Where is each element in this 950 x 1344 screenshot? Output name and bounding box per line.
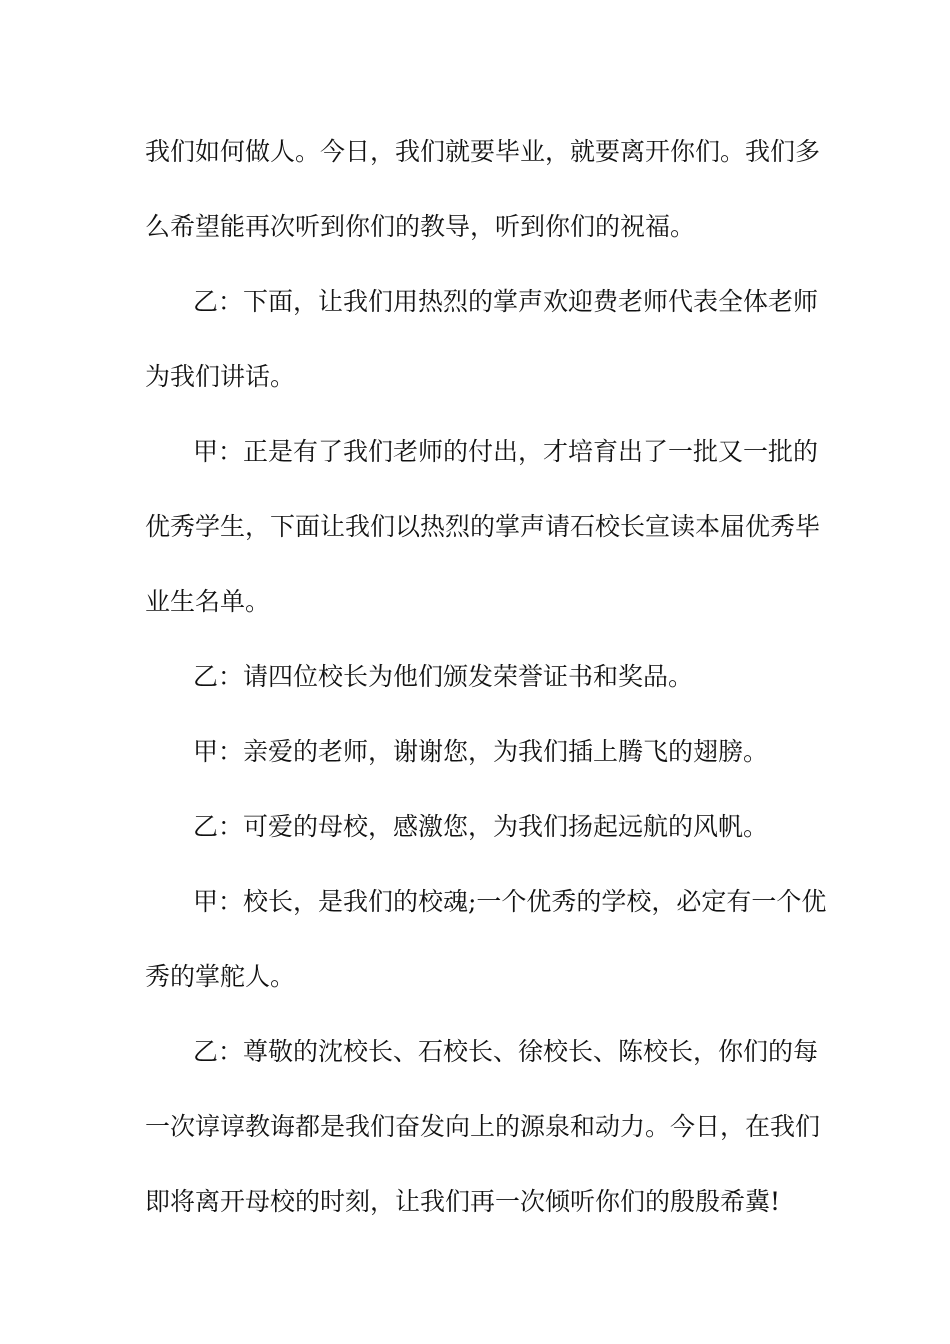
dialogue-line: 乙：尊敬的沈校长、石校长、徐校长、陈校长，你们的每 xyxy=(193,1037,819,1066)
text-line: 秀的掌舵人。 xyxy=(145,962,296,991)
text-line: 为我们讲话。 xyxy=(145,362,296,391)
text-line: 优秀学生，下面让我们以热烈的掌声请石校长宣读本届优秀毕 xyxy=(145,512,821,541)
dialogue-line: 乙：下面，让我们用热烈的掌声欢迎费老师代表全体老师 xyxy=(193,287,819,316)
dialogue-line: 甲：校长，是我们的校魂;一个优秀的学校，必定有一个优 xyxy=(193,887,827,916)
text-line: 么希望能再次听到你们的教导，听到你们的祝福。 xyxy=(145,212,696,241)
text-line: 业生名单。 xyxy=(145,587,271,616)
text-line: 一次谆谆教诲都是我们奋发向上的源泉和动力。今日，在我们 xyxy=(145,1112,821,1141)
dialogue-line: 乙：请四位校长为他们颁发荣誉证书和奖品。 xyxy=(193,662,694,691)
dialogue-line: 甲：正是有了我们老师的付出，才培育出了一批又一批的 xyxy=(193,437,819,466)
text-line: 我们如何做人。今日，我们就要毕业，就要离开你们。我们多 xyxy=(145,137,821,166)
text-line: 即将离开母校的时刻，让我们再一次倾听你们的殷殷希冀! xyxy=(145,1187,781,1216)
dialogue-line: 甲：亲爱的老师，谢谢您，为我们插上腾飞的翅膀。 xyxy=(193,737,769,766)
dialogue-line: 乙：可爱的母校，感激您，为我们扬起远航的风帆。 xyxy=(193,812,769,841)
